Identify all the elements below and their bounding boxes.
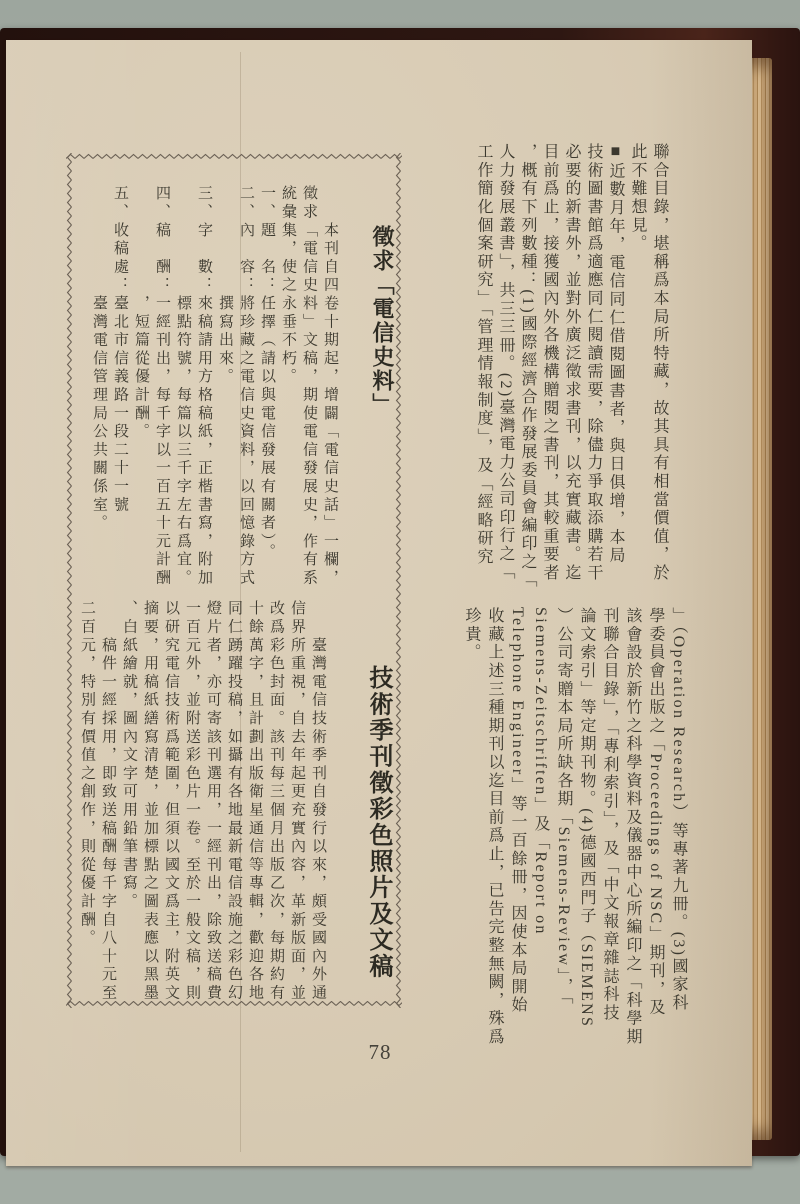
text-column: 信界所重視，自去年起更充實內容，革新版面，並	[289, 600, 305, 1003]
text-column: ，短篇從優計酬。	[133, 185, 149, 442]
text-column: 必要的新書外，並對外廣泛徵求書刊，以充實藏書。迄	[563, 143, 580, 583]
text-column: 五、收稿處：臺北市信義路一段二十一號	[112, 185, 128, 515]
text-column: 學委員會出版之「Proceedings of NSC」期刊，及	[647, 607, 664, 1017]
text-column: 技術圖書館爲適應同仁閱讀需要，除儘力爭取添購若干	[585, 143, 602, 583]
text-column: 二百元，特別有價值之創作，則從優計酬。	[79, 600, 95, 948]
text-column: ）公司寄贈本局所缺各期「Siemens-Review」，「	[555, 607, 572, 1007]
text-column: 臺灣電信管理局公共關係室。	[91, 185, 107, 533]
text-column: 統彙集，使之永垂不朽。	[280, 185, 296, 387]
notice2-body	[76, 600, 328, 1004]
notice1-title: 徵求「電信史料」	[370, 225, 395, 417]
text-column: 、白紙繪就，圖內文字可用鉛筆書寫。	[121, 600, 137, 912]
text-column: 臺灣電信技術季刊自發行以來，頗受國內外通	[310, 600, 326, 1003]
text-column: 收藏上述三種期刊以迄目前爲止，已告完整無闕，殊爲	[486, 607, 503, 1047]
text-column: 四、稿 酬：一經刊出，每千字以一百五十元計酬	[154, 185, 170, 588]
text-column: 此不難想見。	[629, 143, 646, 253]
text-column: 刊聯合目錄」，「專利索引」，及「中文報章雜誌科技	[601, 607, 618, 1023]
book-page	[6, 40, 752, 1166]
text-column: 一百元外，並附送彩色片一卷。至於一般文稿，則	[184, 600, 200, 1003]
text-column: 一、題 名：任擇（請以與電信發展有關者）。	[259, 185, 275, 562]
notice1-body	[88, 185, 340, 589]
text-column: 摘要，用稿紙繕寫清楚，並加標點之圖表應以黑墨	[142, 600, 158, 1003]
page-number: 78	[368, 1040, 392, 1064]
text-column: ■近數月年，電信同仁借閱圖書者，與日俱增，本局	[607, 143, 624, 565]
article-library-news-bottom	[460, 607, 690, 1049]
article-library-news-top	[472, 143, 670, 590]
text-column: 工作簡化個案研究」「管理情報制度」，及「經略研究	[475, 143, 492, 567]
text-column: 標點符號，每篇以三千字左右爲宜。	[175, 185, 191, 588]
text-column: 」（Operation Research）等專著九冊。(3)國家科	[670, 607, 687, 1013]
text-column: ，概有下列數種：(1)國際經濟合作發展委員會編印之「	[519, 143, 536, 590]
text-column: Siemens-Zeitschriften」及「Report on	[532, 607, 549, 936]
text-column: 撰寫出來。	[217, 185, 233, 387]
notice2-title: 技術季刊徵彩色照片及文稿	[365, 665, 391, 980]
text-column: 目前爲止，接獲國內外各機構贈閱之書刊，其較重要者	[541, 143, 558, 583]
text-column: 以研究電信技術爲範圍，但須以國文爲主，附英文	[163, 600, 179, 1003]
text-column: 同仁踴躍投稿，如攝有各地最新電信設施之彩色幻	[226, 600, 242, 1003]
text-column: 論文索引」等定期刊物。(4)德國西門子（SIEMENS	[578, 607, 595, 1029]
text-column: 聯合目錄，堪稱爲本局所特藏，故其具有相當價值，於	[651, 143, 668, 583]
text-column: 三、字 數：來稿請用方格稿紙，正楷書寫，附加	[196, 185, 212, 588]
text-column: 稿件一經採用，即致送稿酬每千字自八十元至	[100, 600, 116, 1003]
text-column: 人力發展叢書」，共三三冊。(2)臺灣電力公司印行之「	[497, 143, 514, 582]
text-column: Telephone Engineer」等一百餘冊，因使本局開始	[509, 607, 526, 1015]
text-column: 改爲彩色封面。該刊每三個月出版乙次，每期約有	[268, 600, 284, 1003]
text-column: 珍貴。	[463, 607, 480, 662]
text-column: 燈片者，亦可寄該刊選用，一經刊出，除致送稿費	[205, 600, 221, 1003]
text-column: 十餘萬字，且計劃出版衛星通信等專輯，歡迎各地	[247, 600, 263, 1003]
text-column: 本刊自四卷十期起，增闢「電信史話」一欄，	[322, 185, 338, 588]
text-column: 該會設於新竹之科學資料及儀器中心所編印之「科學期	[624, 607, 641, 1047]
notice-box	[66, 153, 402, 1008]
text-column: 徵求「電信史料」文稿，期使電信發展史，作有系	[301, 185, 317, 588]
text-column: 二、內 容：將珍藏之電信史資料，以回憶錄方式	[238, 185, 254, 588]
